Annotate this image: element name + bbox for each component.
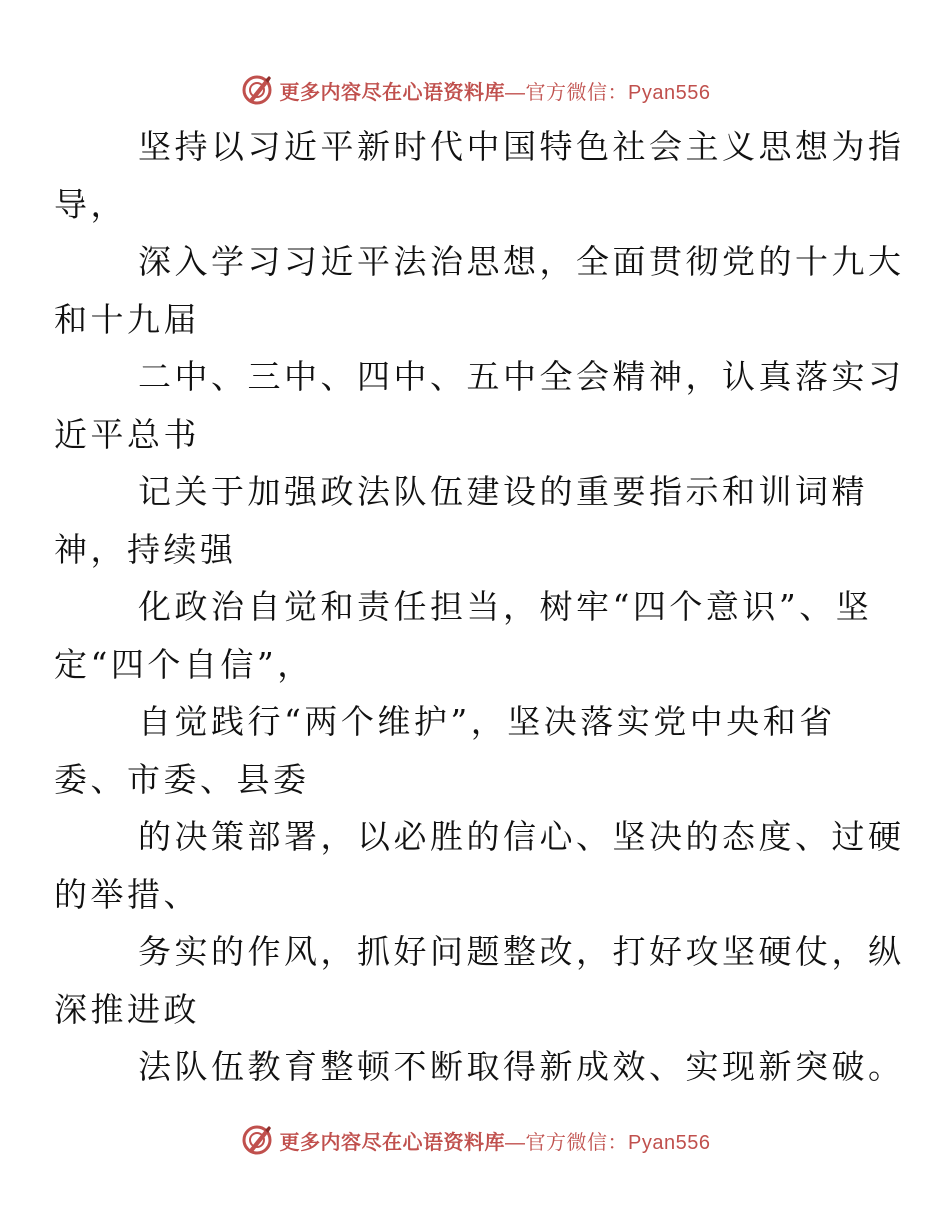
paragraph <box>54 118 905 233</box>
paragraph-line: 的决策部署，以必胜的信心、坚决的态度、过硬 <box>138 817 905 856</box>
paragraph-line: 深推进政 <box>54 989 200 1029</box>
paragraph <box>54 463 868 578</box>
header-banner <box>0 70 950 110</box>
paragraph <box>54 233 905 348</box>
paragraph-line: 法队伍教育整顿不断取得新成效、实现新突破。 <box>138 1047 905 1086</box>
paragraph-line: 定“四个自信”， <box>54 644 314 684</box>
wechat-contact: —官方微信：Pyan556 <box>505 1131 711 1154</box>
paragraph <box>54 923 905 1038</box>
document-body <box>54 118 905 1096</box>
paragraph-line: 深入学习习近平法治思想，全面贯彻党的十九大 <box>138 242 905 281</box>
library-name: 更多内容尽在心语资料库 <box>279 79 506 104</box>
paragraph <box>54 808 905 923</box>
paragraph-line: 近平总书 <box>54 414 200 454</box>
paragraph-line: 化政治自觉和责任担当，树牢“四个意识”、坚 <box>138 587 873 626</box>
pen-logo-icon <box>240 73 274 107</box>
paragraph <box>96 1038 905 1096</box>
paragraph-line: 自觉践行“两个维护”，坚决落实党中央和省 <box>138 702 836 741</box>
pen-logo-icon <box>240 1123 274 1157</box>
wechat-contact: —官方微信：Pyan556 <box>505 81 711 104</box>
paragraph-line: 导， <box>54 184 127 224</box>
paragraph-line: 委、市委、县委 <box>54 759 310 799</box>
paragraph-line: 和十九届 <box>54 299 200 339</box>
banner-text <box>280 76 711 105</box>
paragraph <box>54 693 866 808</box>
paragraph <box>54 348 905 463</box>
banner-text <box>280 1126 711 1155</box>
paragraph-line: 记关于加强政法队伍建设的重要指示和训词精 <box>138 472 868 511</box>
paragraph-line: 神，持续强 <box>54 529 237 569</box>
paragraph-line: 务实的作风，抓好问题整改，打好攻坚硬仗，纵 <box>138 932 905 971</box>
paragraph-line: 二中、三中、四中、五中全会精神，认真落实习 <box>138 357 905 396</box>
paragraph-line: 的举措、 <box>54 874 200 914</box>
paragraph <box>54 578 873 693</box>
footer-banner <box>0 1120 950 1160</box>
paragraph-line: 坚持以习近平新时代中国特色社会主义思想为指 <box>138 127 905 166</box>
library-name: 更多内容尽在心语资料库 <box>279 1129 506 1154</box>
